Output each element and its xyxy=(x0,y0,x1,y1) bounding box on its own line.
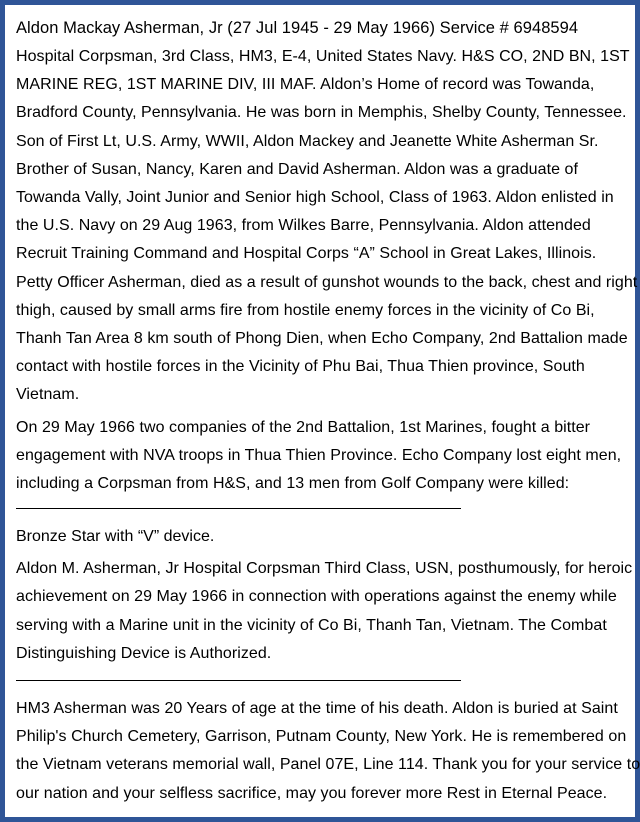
horizontal-rule xyxy=(16,680,461,681)
biography-line: Hospital Corpsman, 3rd Class, HM3, E-4, United States Navy. H&S CO, 2ND BN, 1ST xyxy=(16,48,630,65)
biography-line: Bradford County, Pennsylvania. He was born in Memphis, Shelby County, Tennessee. xyxy=(16,104,627,122)
engagement-paragraph xyxy=(16,414,636,499)
memorial-line: Philip's Church Cemetery, Garrison, Putnam County, New York. He is remembered on xyxy=(16,728,627,746)
citation-line: achievement on 29 May 1966 in connection with operations against the enemy while xyxy=(16,588,617,606)
memorial-line: the Vietnam veterans memorial wall, Panel 07E, Line 114. Thank you for your service to xyxy=(16,756,640,774)
biography-line: contact with hostile forces in the Vicinity of Phu Bai, Thua Thien province, South xyxy=(16,358,585,376)
biography-line: Petty Officer Asherman, died as a result of gunshot wounds to the back, chest and right xyxy=(16,273,638,291)
biography-line: the U.S. Navy on 29 Aug 1963, from Wilkes Barre, Pennsylvania. Aldon attended xyxy=(16,217,591,235)
biography-line: Thanh Tan Area 8 km south of Phong Dien, when Echo Company, 2nd Battalion made xyxy=(16,330,628,348)
citation-line: serving with a Marine unit in the vicinity of Co Bi, Thanh Tan, Vietnam. The Combat xyxy=(16,616,607,634)
biography-line: MARINE REG, 1ST MARINE DIV, III MAF. Aldon’s Home of record was Towanda, xyxy=(16,76,595,94)
engagement-line: including a Corpsman from H&S, and 13 men from Golf Company were killed: xyxy=(16,475,570,493)
biography-line: Towanda Vally, Joint Junior and Senior high School, Class of 1963. Aldon enlisted in xyxy=(16,189,614,207)
memorial-line: our nation and your selfless sacrifice, may you forever more Rest in Eternal Peace. xyxy=(16,784,608,802)
citation-line: Aldon M. Asherman, Jr Hospital Corpsman Third Class, USN, posthumously, for heroic xyxy=(16,560,633,578)
biography-line: Vietnam. xyxy=(16,386,80,404)
engagement-line: engagement with NVA troops in Thua Thien Province. Echo Company lost eight men, xyxy=(16,446,622,464)
citation-line: Distinguishing Device is Authorized. xyxy=(16,644,272,662)
award-title: Bronze Star with “V” device. xyxy=(16,528,215,546)
memorial-paragraph xyxy=(16,695,640,808)
biography-line: Son of First Lt, U.S. Army, WWII, Aldon Mackey and Jeanette White Asherman Sr. xyxy=(16,132,599,150)
biography-paragraph xyxy=(16,43,636,410)
horizontal-rule xyxy=(16,508,461,509)
citation-paragraph xyxy=(16,555,636,668)
engagement-line: On 29 May 1966 two companies of the 2nd Battalion, 1st Marines, fought a bitter xyxy=(16,418,591,436)
biography-line: Recruit Training Command and Hospital Corps “A” School in Great Lakes, Illinois. xyxy=(16,245,597,263)
memorial-line: HM3 Asherman was 20 Years of age at the time of his death. Aldon is buried at Saint xyxy=(16,700,618,718)
biography-line: thigh, caused by small arms fire from hostile enemy forces in the vicinity of Co Bi, xyxy=(16,301,595,319)
biography-line: Brother of Susan, Nancy, Karen and David Asherman. Aldon was a graduate of xyxy=(16,160,578,178)
page-title: Aldon Mackay Asherman, Jr (27 Jul 1945 - 29 May 1966) Service # 6948594 xyxy=(16,19,579,37)
document-content xyxy=(16,14,640,812)
